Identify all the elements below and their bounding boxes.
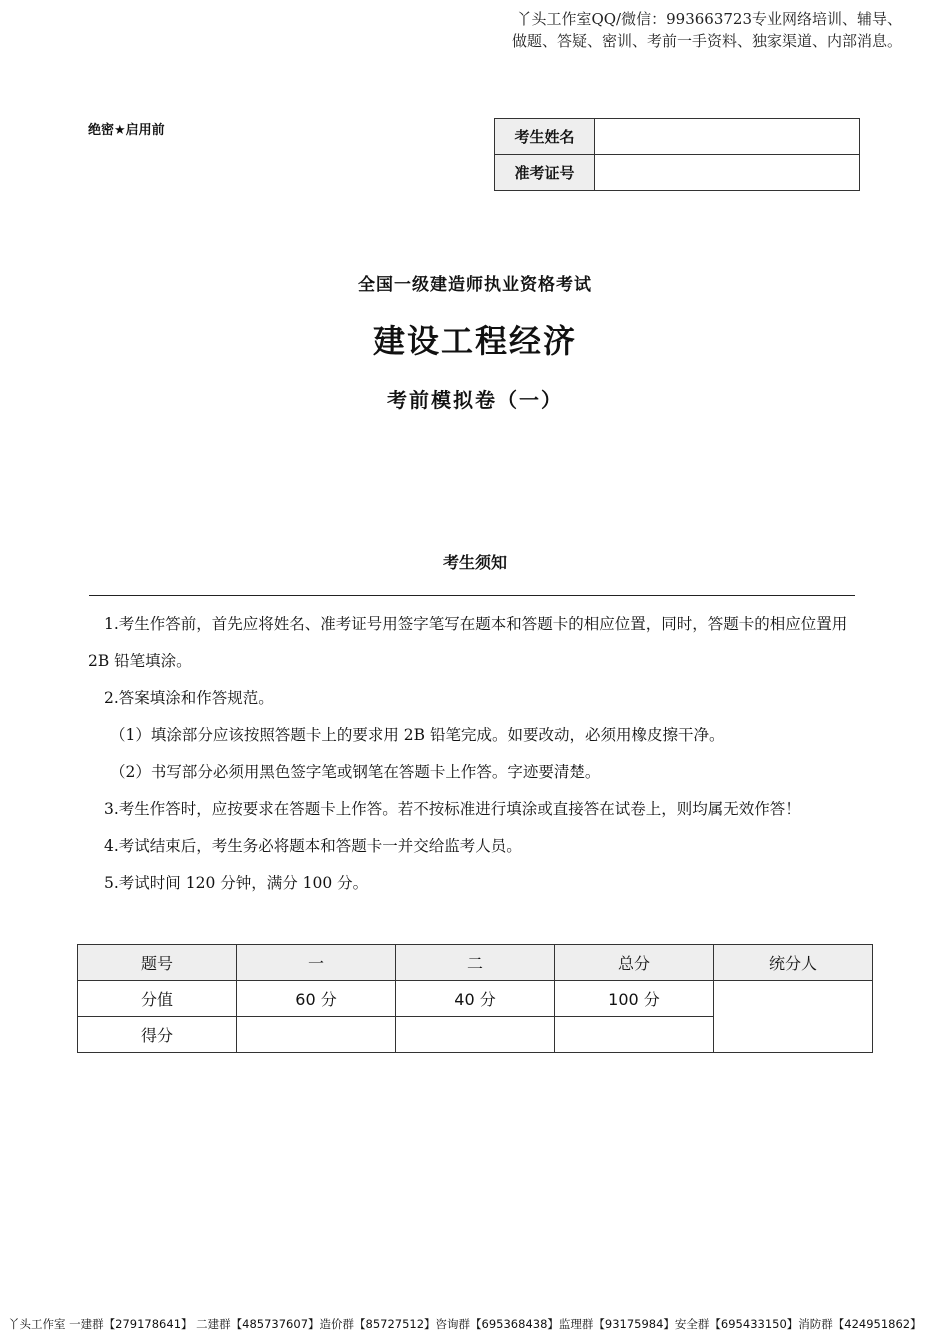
notice-item: 5.考试时间 120 分钟，满分 100 分。 [104,874,369,892]
divider [89,595,855,596]
row-label: 得分 [78,1017,237,1053]
header-cell: 题号 [78,945,237,981]
notice-item: 4.考试结束后，考生务必将题本和答题卡一并交给监考人员。 [104,837,522,855]
header-cell: 总分 [555,945,714,981]
secret-label: 绝密★启用前 [88,123,165,138]
score-table [77,944,873,1053]
header-note-line2: 做题、答疑、密训、考前一手资料、独家渠道、内部消息。 [511,32,902,50]
notice-item: 1.考生作答前，首先应将姓名、准考证号用签字笔写在题本和答题卡的相应位置，同时，答题卡的相应位置用 2B 铅笔填涂。 [88,615,848,670]
notice-item: （2）书写部分必须用黑色签字笔或钢笔在答题卡上作答。字迹要清楚。 [110,763,601,781]
name-field[interactable] [595,119,860,155]
header-cell: 二 [396,945,555,981]
row-label: 分值 [78,981,237,1017]
subject-title: 建设工程经济 [372,322,577,360]
ticket-label: 准考证号 [495,155,595,191]
value-cell: 100 分 [555,981,714,1017]
header-note-line1: 丫头工作室QQ/微信：993663723专业网络培训、辅导、 [516,10,902,28]
score-cell[interactable] [396,1017,555,1053]
header-cell: 一 [237,945,396,981]
notice-item: 3.考生作答时，应按要求在答题卡上作答。若不按标准进行填涂或直接答在试卷上，则均属无效作答！ [104,800,801,818]
paper-label: 考前模拟卷（一） [387,388,563,412]
notice-item: 2.答案填涂和作答规范。 [104,689,274,707]
notice-title: 考生须知 [442,553,507,572]
value-cell: 40 分 [396,981,555,1017]
score-table-header-row [78,945,873,981]
ticket-row [495,155,860,191]
score-cell[interactable] [555,1017,714,1053]
candidate-info-table [494,118,860,191]
notice-list [88,606,868,902]
value-cell: 60 分 [237,981,396,1017]
footer-groups: 丫头工作室 一建群【279178641】 二建群【485737607】造价群【85727512】咨询群【695368438】监理群【93175984】安全群【695433150】消防群【424951862】 [8,1317,922,1331]
ticket-field[interactable] [595,155,860,191]
notice-item: （1）填涂部分应该按照答题卡上的要求用 2B 铅笔完成。如要改动，必须用橡皮擦干净。 [110,726,725,744]
exam-name: 全国一级建造师执业资格考试 [358,275,592,295]
grader-cell[interactable] [714,981,873,1053]
name-label: 考生姓名 [495,119,595,155]
header-note [382,8,902,52]
score-cell[interactable] [237,1017,396,1053]
header-cell: 统分人 [714,945,873,981]
name-row [495,119,860,155]
value-row [78,981,873,1017]
